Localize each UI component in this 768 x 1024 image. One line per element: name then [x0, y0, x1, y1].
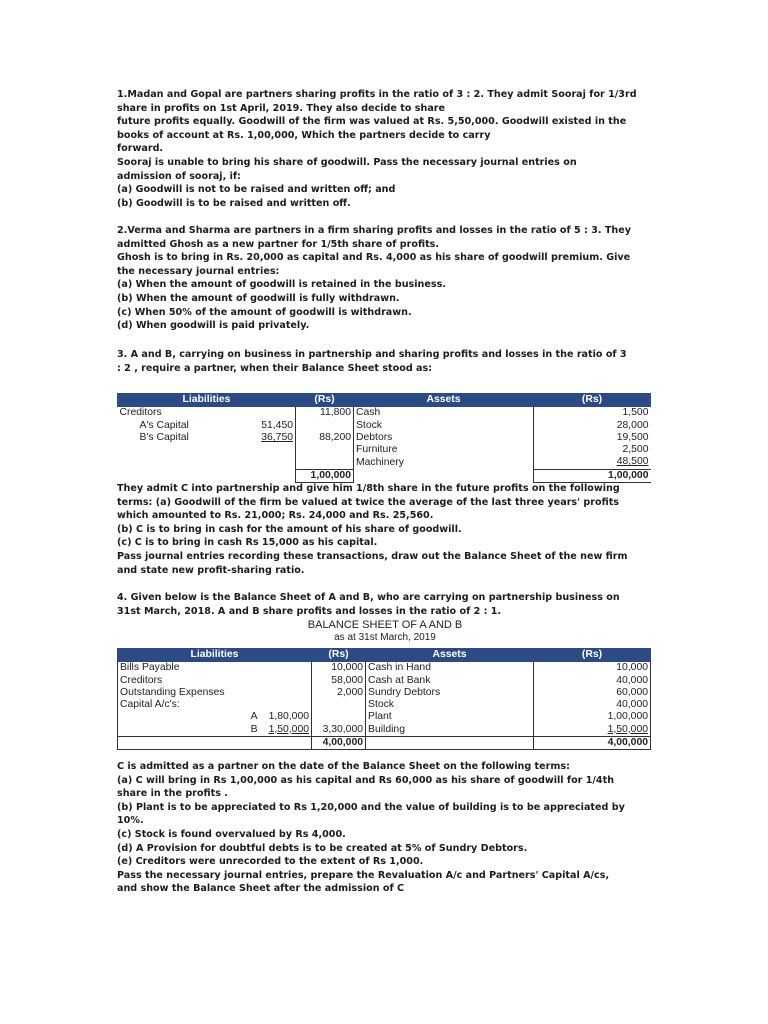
- table-row: [118, 407, 651, 420]
- capital-amount: 1,80,000: [268, 711, 310, 723]
- liability-name: Bills Payable: [118, 662, 312, 675]
- total-liabilities: 4,00,000: [312, 737, 366, 750]
- text-line: (c) C is to bring in cash Rs 15,000 as his capital.: [117, 537, 378, 549]
- asset-name: Cash at Bank: [368, 674, 431, 686]
- text-line: Pass the necessary journal entries, prepare the Revaluation A/c and Partners' Capital A/cs,: [117, 869, 610, 881]
- asset-name: Stock: [356, 419, 382, 431]
- text-line: Sooraj is unable to bring his share of goodwill. Pass the necessary journal entries on: [117, 156, 577, 168]
- asset-name: Stock: [368, 699, 395, 711]
- asset-name: Cash: [356, 407, 381, 419]
- liability-amount: 10,000: [312, 662, 366, 675]
- text-line: 31st March, 2018. A and B share profits and losses in the ratio of 2 : 1.: [117, 605, 502, 617]
- question-2: [117, 224, 652, 333]
- total-assets: 1,00,000: [534, 469, 651, 482]
- text-line: (d) When goodwill is paid privately.: [117, 320, 310, 332]
- column-header-amount: (Rs): [296, 394, 354, 407]
- text-line: admitted Ghosh as a new partner for 1/5th share of profits.: [117, 238, 440, 250]
- asset-amount: 60,000: [534, 687, 651, 699]
- partner-label: B: [240, 724, 260, 737]
- liability-amount: 88,200: [296, 432, 354, 444]
- total-liabilities: 1,00,000: [296, 469, 354, 482]
- asset-amount: 10,000: [534, 662, 651, 675]
- table-row: [118, 675, 651, 687]
- table-row: [118, 699, 651, 711]
- table-total-row: [118, 737, 651, 750]
- balance-sheet-table-q4: [117, 648, 651, 750]
- column-header-amount: (Rs): [534, 649, 651, 662]
- asset-name: Furniture: [356, 444, 398, 456]
- text-line: (e) Creditors were unrecorded to the extent of Rs 1,000.: [117, 856, 424, 868]
- table-row: [118, 724, 651, 737]
- text-line: (d) A Provision for doubtful debts is to be created at 5% of Sundry Debtors.: [117, 842, 528, 854]
- text-line: (c) When 50% of the amount of goodwill is withdrawn.: [117, 306, 412, 318]
- text-line: books of account at Rs. 1,00,000, Which the partners decide to carry: [117, 129, 491, 141]
- liability-name: Outstanding Expenses: [118, 687, 312, 699]
- text-line: 2.Verma and Sharma are partners in a firm sharing profits and losses in the ratio of 5 : 3. They: [117, 225, 632, 236]
- text-line: (c) Stock is found overvalued by Rs 4,000.: [117, 828, 346, 840]
- liability-amount: 58,000: [312, 675, 366, 687]
- text-line: 4. Given below is the Balance Sheet of A and B, who are carrying on partnership business on: [117, 592, 620, 603]
- asset-amount: 40,000: [534, 675, 651, 687]
- total-assets: 4,00,000: [534, 737, 651, 750]
- balance-sheet-subtitle: as at 31st March, 2019: [334, 632, 436, 643]
- asset-name: Building: [366, 724, 534, 737]
- text-line: 1.Madan and Gopal are partners sharing profits in the ratio of 3 : 2. They admit Sooraj for 1/3rd: [117, 89, 637, 100]
- asset-name: Machinery: [356, 456, 404, 468]
- table-header-row: [118, 394, 651, 407]
- liability-amount: [312, 699, 366, 711]
- asset-amount: 1,50,000: [534, 724, 651, 737]
- text-line: 10%.: [117, 815, 144, 827]
- partner-label: A: [250, 711, 258, 723]
- asset-amount: 2,500: [534, 444, 651, 456]
- text-line: 3. A and B, carrying on business in partnership and sharing profits and losses in the ratio of 3: [117, 349, 627, 360]
- text-line: forward.: [117, 143, 164, 155]
- text-line: (b) Goodwill is to be raised and written off.: [117, 197, 351, 209]
- table-header-row: [118, 649, 651, 662]
- asset-name: Plant: [368, 711, 392, 723]
- table-row: [118, 687, 651, 699]
- asset-name: Debtors: [356, 431, 393, 443]
- text-line: (a) Goodwill is not to be raised and written off; and: [117, 184, 396, 196]
- capital-amount: 36,750: [261, 431, 293, 443]
- text-line: (a) When the amount of goodwill is retained in the business.: [117, 279, 446, 291]
- liability-amount: 3,30,000: [312, 724, 366, 737]
- text-line: (b) C is to bring in cash for the amount of his share of goodwill.: [117, 523, 462, 535]
- table-row: [118, 444, 651, 456]
- question-3-intro: [117, 348, 652, 375]
- column-header-assets: Assets: [366, 649, 534, 662]
- capital-amount: 1,50,000: [260, 724, 312, 737]
- column-header-liabilities: Liabilities: [118, 394, 296, 407]
- liability-name: Capital A/c's:: [118, 699, 312, 711]
- text-line: and state new profit-sharing ratio.: [117, 564, 305, 576]
- capital-amount: 51,450: [261, 419, 293, 431]
- asset-amount: 1,00,000: [534, 711, 651, 723]
- table-total-row: [118, 469, 651, 482]
- liability-name: A's Capital: [139, 419, 189, 431]
- liability-amount: 11,800: [296, 407, 354, 420]
- asset-amount: 48,500: [534, 456, 651, 469]
- text-line: Ghosh is to bring in Rs. 20,000 as capital and Rs. 4,000 as his share of goodwill premium. Give: [117, 252, 631, 264]
- question-4-terms: [117, 760, 652, 896]
- text-line: which amounted to Rs. 21,000; Rs. 24,000 and Rs. 25,560.: [117, 510, 434, 522]
- text-line: C is admitted as a partner on the date of the Balance Sheet on the following terms:: [117, 761, 570, 772]
- liability-amount: 2,000: [312, 687, 366, 699]
- balance-sheet-title: BALANCE SHEET OF A AND B: [307, 619, 463, 631]
- column-header-assets: Assets: [354, 394, 534, 407]
- asset-amount: 1,500: [534, 407, 651, 420]
- column-header-liabilities: Liabilities: [118, 649, 312, 662]
- text-line: admission of sooraj, if:: [117, 170, 241, 182]
- text-line: (b) When the amount of goodwill is fully withdrawn.: [117, 292, 400, 304]
- table-row: [118, 711, 651, 723]
- text-line: and show the Balance Sheet after the admission of C: [117, 883, 405, 895]
- text-line: share in profits on 1st April, 2019. They also decide to share: [117, 102, 446, 114]
- asset-name: Cash in Hand: [368, 662, 431, 674]
- asset-amount: 40,000: [534, 699, 651, 711]
- table-row: [118, 420, 651, 432]
- asset-amount: 19,500: [534, 432, 651, 444]
- text-line: Pass journal entries recording these transactions, draw out the Balance Sheet of the new firm: [117, 550, 628, 562]
- text-line: (a) C will bring in Rs 1,00,000 as his capital and Rs 60,000 as his share of goodwill for 1/4th: [117, 774, 615, 786]
- balance-sheet-table-q3: [117, 393, 651, 483]
- text-line: : 2 , require a partner, when their Balance Sheet stood as:: [117, 362, 433, 374]
- table-row: [118, 432, 651, 444]
- liability-name: Creditors: [118, 675, 312, 687]
- table-row: [118, 456, 651, 469]
- column-header-amount: (Rs): [534, 394, 651, 407]
- table-row: [118, 662, 651, 675]
- liability-name: Creditors: [119, 407, 162, 419]
- text-line: They admit C into partnership and give him 1/8th share in the future profits on the following: [117, 483, 620, 494]
- text-line: the necessary journal entries:: [117, 265, 280, 277]
- text-line: share in the profits .: [117, 788, 228, 800]
- liability-name: B's Capital: [139, 431, 189, 443]
- column-header-amount: (Rs): [312, 649, 366, 662]
- question-4-intro: [117, 591, 652, 618]
- asset-name: Sundry Debtors: [368, 686, 441, 698]
- question-3-terms: [117, 482, 652, 577]
- asset-amount: 28,000: [534, 420, 651, 432]
- text-line: future profits equally. Goodwill of the firm was valued at Rs. 5,50,000. Goodwill existed in the: [117, 116, 627, 128]
- text-line: terms: (a) Goodwill of the firm be valued at twice the average of the last three years' profits: [117, 496, 620, 508]
- text-line: (b) Plant is to be appreciated to Rs 1,20,000 and the value of building is to be appreciated by: [117, 801, 625, 813]
- question-1: [117, 88, 652, 210]
